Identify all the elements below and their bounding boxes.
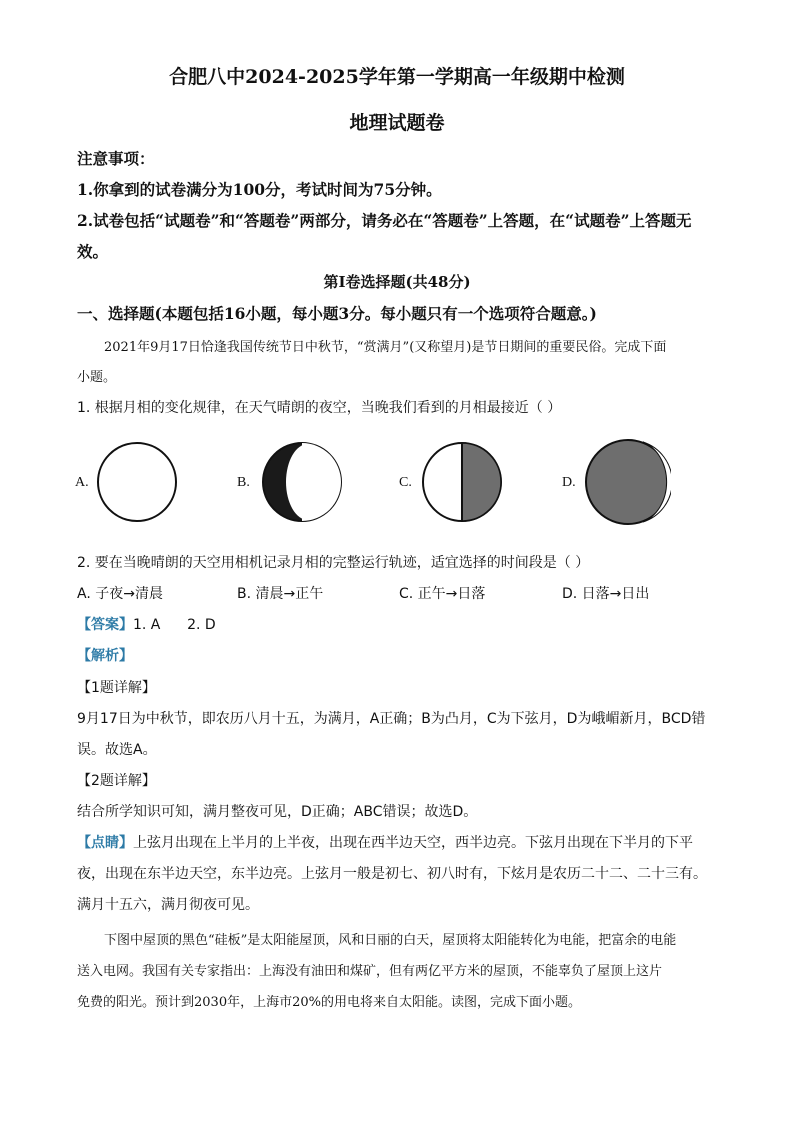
tip-tag: 【点睛】 xyxy=(77,835,133,851)
gibbous-moon-icon xyxy=(261,441,343,523)
crescent-moon-icon xyxy=(585,437,671,527)
volume-title: 第Ⅰ卷选择题(共48分) xyxy=(323,273,471,291)
q1-option-a-label: A. xyxy=(75,475,89,490)
tip-line3: 满月十五六，满月彻夜可见。 xyxy=(77,897,259,913)
page-subtitle: 地理试题卷 xyxy=(349,112,445,134)
detail2-tag: 【2题详解】 xyxy=(77,773,156,789)
tip-row xyxy=(77,832,693,852)
answer-tag: 【答案】 xyxy=(77,617,133,633)
last-quarter-moon-icon xyxy=(421,441,503,523)
q2-stem: 2. 要在当晚晴朗的天空用相机记录月相的完整运行轨迹，适宜选择的时间段是（ ） xyxy=(77,555,590,571)
q2-option-d: D. 日落→日出 xyxy=(562,586,650,602)
tip-line1: 上弦月出现在上半月的上半夜，出现在西半边天空，西半边亮。下弦月出现在下半月的下平 xyxy=(133,835,693,851)
intro2-line3: 免费的阳光。预计到2030年，上海市20%的用电将来自太阳能。读图，完成下面小题。 xyxy=(77,995,581,1010)
notes-item-2-line2: 效。 xyxy=(77,242,109,261)
answer-text: 1. A 2. D xyxy=(133,617,216,633)
part-title: 一、选择题(本题包括16小题，每小题3分。每小题只有一个选项符合题意。) xyxy=(77,304,597,323)
intro1-line1: 2021年9月17日恰逢我国传统节日中秋节，“赏满月”(又称望月)是节日期间的重要民俗。完成下面 xyxy=(104,340,667,355)
notes-item-1: 1.你拿到的试卷满分为100分，考试时间为75分钟。 xyxy=(77,180,442,199)
q2-option-c: C. 正午→日落 xyxy=(399,586,486,602)
notes-item-2-line1: 2.试卷包括“试题卷”和“答题卷”两部分，请务必在“答题卷”上答题，在“试题卷”上答题无 xyxy=(77,211,692,230)
q2-option-a: A. 子夜→清晨 xyxy=(77,586,163,602)
tip-line2: 夜，出现在东半边天空，东半边亮。上弦月一般是初七、初八时有，下炫月是农历二十二、二十三有。 xyxy=(77,866,707,882)
detail2-line1: 结合所学知识可知，满月整夜可见，D正确；ABC错误；故选D。 xyxy=(77,804,478,820)
intro2-line2: 送入电网。我国有关专家指出：上海没有油田和煤矿，但有两亿平方米的屋顶，不能辜负了屋顶上这片 xyxy=(77,964,663,979)
analysis-tag: 【解析】 xyxy=(77,648,133,664)
intro1-line2: 小题。 xyxy=(77,370,117,385)
intro2-line1: 下图中屋顶的黑色“硅板”是太阳能屋顶，风和日丽的白天，屋顶将太阳能转化为电能，把富余的电能 xyxy=(104,933,677,948)
q2-option-b: B. 清晨→正午 xyxy=(237,586,324,602)
detail1-tag: 【1题详解】 xyxy=(77,680,156,696)
q1-option-b-label: B. xyxy=(237,475,250,490)
q1-option-c-label: C. xyxy=(399,475,412,490)
notes-heading: 注意事项： xyxy=(77,149,155,168)
q1-stem: 1. 根据月相的变化规律，在天气晴朗的夜空，当晚我们看到的月相最接近（ ） xyxy=(77,400,562,416)
detail1-line1: 9月17日为中秋节，即农历八月十五，为满月，A正确；B为凸月，C为下弦月，D为峨嵋新月，BCD错 xyxy=(77,711,706,727)
full-moon-icon xyxy=(96,441,178,523)
q1-option-d-label: D. xyxy=(562,475,576,490)
detail1-line2: 误。故选A。 xyxy=(77,742,157,758)
page-title: 合肥八中2024-2025学年第一学期高一年级期中检测 xyxy=(169,66,625,88)
answer-row xyxy=(77,614,216,634)
